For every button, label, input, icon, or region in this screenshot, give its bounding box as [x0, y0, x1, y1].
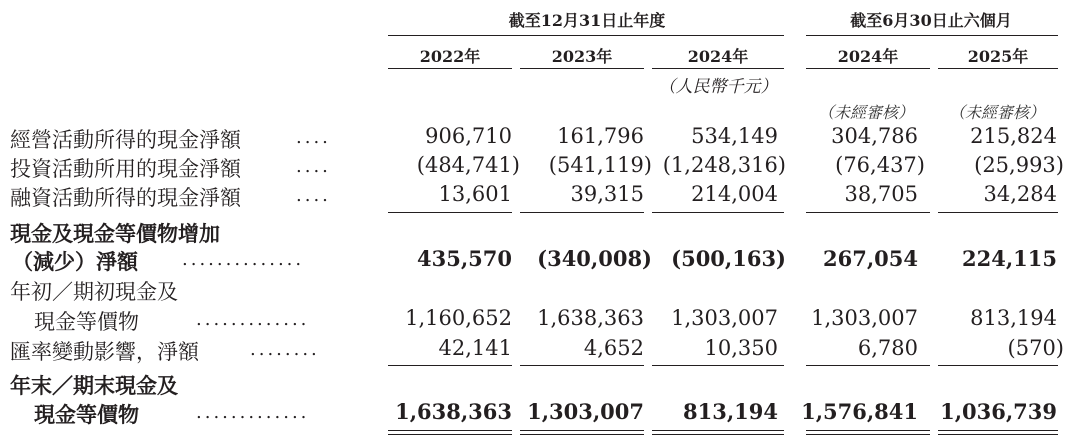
- value-investing-2024: (1,248,316): [662, 153, 786, 177]
- leader-dots: .............: [196, 309, 310, 330]
- value-financing-2024: 214,004: [691, 182, 778, 206]
- value-closing-cash-2024-hy: 1,576,841: [801, 399, 918, 424]
- value-closing-cash-2022: 1,638,363: [395, 399, 512, 424]
- row-label-operating: 經營活動所得的現金淨額: [10, 128, 241, 152]
- value-net-change-2023: (340,008): [537, 246, 652, 271]
- value-net-change-2025-hy: 224,115: [962, 246, 1057, 271]
- column-rule-2023: [520, 68, 644, 69]
- leader-dots: ........: [250, 339, 320, 360]
- double-rule-2022: [388, 430, 512, 435]
- column-header-2022: 2022年: [419, 47, 481, 66]
- value-fx-effect-2022: 42,141: [438, 336, 512, 360]
- row-label-closing-cash-line1: 年末／期末現金及: [10, 373, 178, 398]
- value-investing-2022: (484,741): [416, 153, 520, 177]
- column-rule-2025-hy: [938, 68, 1058, 69]
- row-label-fx-effect: 匯率變動影響，淨額: [10, 340, 199, 364]
- value-financing-2023: 39,315: [570, 182, 644, 206]
- total-rule-2023: [520, 365, 644, 366]
- value-net-change-2024: (500,163): [671, 246, 786, 271]
- subtotal-rule-2023: [520, 212, 644, 213]
- total-rule-2025-hy: [938, 365, 1058, 366]
- subtotal-rule-2024: [652, 212, 784, 213]
- column-rule-2024: [652, 68, 784, 69]
- value-closing-cash-2024: 813,194: [683, 399, 778, 424]
- row-label-net-change-line1: 現金及現金等價物增加: [10, 221, 220, 246]
- value-financing-2025-hy: 34,284: [983, 182, 1057, 206]
- column-header-2025-hy: 2025年: [967, 47, 1029, 66]
- column-rule-2024-hy: [806, 68, 930, 69]
- value-investing-2024-hy: (76,437): [835, 153, 925, 177]
- value-net-change-2022: 435,570: [417, 246, 512, 271]
- row-label-net-change-line2: （減少）淨額: [12, 249, 138, 274]
- value-operating-2022: 906,710: [425, 124, 512, 148]
- row-label-financing: 融資活動所得的現金淨額: [10, 186, 241, 210]
- column-rule-2022: [388, 68, 512, 69]
- leader-dots: ....: [296, 127, 331, 148]
- leader-dots: ..............: [182, 249, 305, 270]
- row-label-opening-cash-line2: 現金等價物: [34, 310, 139, 334]
- value-fx-effect-2025-hy: (570): [1007, 336, 1064, 360]
- row-label-opening-cash-line1: 年初／期初現金及: [10, 280, 178, 304]
- group-rule-fiscal-year: [388, 35, 784, 36]
- row-label-investing: 投資活動所用的現金淨額: [10, 157, 241, 181]
- unaudited-note-2024: （未經審核）: [817, 103, 914, 122]
- row-label-closing-cash-line2: 現金等價物: [34, 402, 139, 427]
- value-fx-effect-2024-hy: 6,780: [857, 336, 918, 360]
- group-rule-six-months: [806, 35, 1058, 36]
- value-investing-2023: (541,119): [548, 153, 652, 177]
- column-header-2024-hy: 2024年: [837, 47, 899, 66]
- value-opening-cash-2025-hy: 813,194: [970, 306, 1057, 330]
- value-closing-cash-2025-hy: 1,036,739: [940, 399, 1057, 424]
- total-rule-2024: [652, 365, 784, 366]
- value-operating-2023: 161,796: [557, 124, 644, 148]
- value-fx-effect-2024: 10,350: [704, 336, 778, 360]
- unaudited-note-2025: （未經審核）: [948, 103, 1045, 122]
- value-opening-cash-2023: 1,638,363: [537, 306, 644, 330]
- total-rule-2024-hy: [806, 365, 930, 366]
- value-financing-2022: 13,601: [438, 182, 512, 206]
- value-closing-cash-2023: 1,303,007: [527, 399, 644, 424]
- group-header-six-months: 截至6月30日止六個月: [850, 11, 1012, 30]
- value-operating-2025-hy: 215,824: [970, 124, 1057, 148]
- leader-dots: ....: [296, 156, 331, 177]
- total-rule-2022: [388, 365, 512, 366]
- double-rule-2025-hy: [938, 430, 1058, 435]
- value-net-change-2024-hy: 267,054: [823, 246, 918, 271]
- double-rule-2024: [652, 430, 784, 435]
- unit-note: （人民幣千元）: [658, 77, 778, 97]
- subtotal-rule-2022: [388, 212, 512, 213]
- value-opening-cash-2024: 1,303,007: [671, 306, 778, 330]
- value-fx-effect-2023: 4,652: [583, 336, 644, 360]
- value-financing-2024-hy: 38,705: [844, 182, 918, 206]
- double-rule-2024-hy: [806, 430, 930, 435]
- value-operating-2024: 534,149: [691, 124, 778, 148]
- leader-dots: ....: [296, 185, 331, 206]
- value-opening-cash-2022: 1,160,652: [405, 306, 512, 330]
- group-header-fiscal-year: 截至12月31日止年度: [508, 11, 666, 30]
- value-opening-cash-2024-hy: 1,303,007: [811, 306, 918, 330]
- subtotal-rule-2025-hy: [938, 212, 1058, 213]
- double-rule-2023: [520, 430, 644, 435]
- subtotal-rule-2024-hy: [806, 212, 930, 213]
- leader-dots: .............: [196, 402, 310, 423]
- column-header-2023: 2023年: [551, 47, 613, 66]
- value-investing-2025-hy: (25,993): [974, 153, 1064, 177]
- value-operating-2024-hy: 304,786: [831, 124, 918, 148]
- column-header-2024: 2024年: [687, 47, 749, 66]
